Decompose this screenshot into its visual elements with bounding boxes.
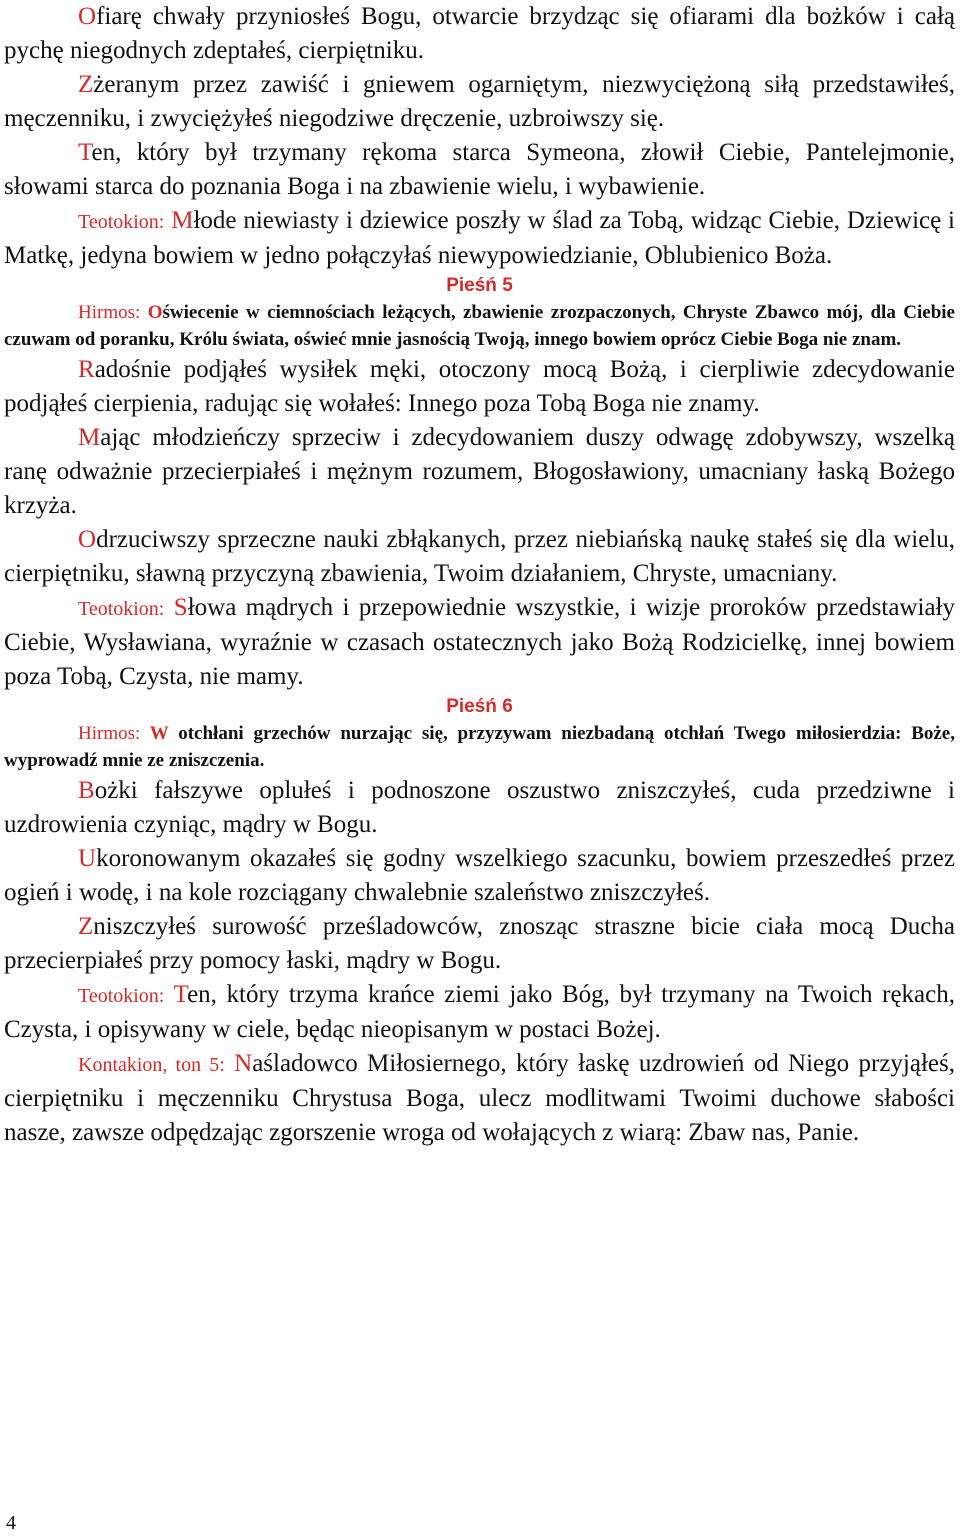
initial-letter: Z	[78, 913, 94, 940]
troparion-text: fiarę chwały przyniosłeś Bogu, otwarcie brzydząc się ofiarami dla bożków i całą pychę niegodnych zdeptałeś, cierpiętniku.	[4, 3, 955, 64]
initial-letter: O	[78, 526, 97, 553]
kontakion-text: aśladowco Miłosiernego, który łaskę uzdrowień od Niego przyjąłeś, cierpiętniku i męczenniku Chrystusa Boga, ulecz modlitwami Twoimi duchowe słabości nasze, zawsze odpędzając zgorszenie wroga od wołających z wiarą: Zbaw nas, Panie.	[4, 1050, 955, 1146]
troparion-text: drzuciwszy sprzeczne nauki zbłąkanych, przez niebiańską naukę stałeś się dla wielu, cierpiętniku, sławną przyczyną zbawienia, Twoim działaniem, Chryste, umacniany.	[4, 526, 955, 587]
hirmos-ode-5	[4, 299, 955, 353]
troparion-8	[4, 842, 955, 910]
initial-letter: O	[147, 302, 163, 323]
initial-letter: W	[149, 723, 169, 744]
troparion-6	[4, 523, 955, 591]
theotokion-3	[4, 978, 955, 1047]
initial-letter: R	[78, 356, 95, 383]
hirmos-text: świecenie w ciemnościach leżących, zbawienie zrozpaczonych, Chryste Zbawco mój, dla Ciebie czuwam od poranku, Królu świata, oświeć mnie jasnością Twoją, innego bowiem oprócz Ciebie Boga nie znam.	[4, 302, 955, 350]
troparion-3	[4, 136, 955, 204]
kontakion	[4, 1047, 955, 1150]
troparion-text: niszczyłeś surowość prześladowców, znosząc straszne bicie ciała mocą Ducha przecierpiałeś przy pomocy łaski, mądry w Bogu.	[4, 913, 955, 974]
troparion-text: ając młodzieńczy sprzeciw i zdecydowaniem duszy odwagę zdobywszy, wszelką ranę odważnie przecierpiałeś i mężnym rozumem, Błogosławiony, umacniany łaską Bożego krzyża.	[4, 424, 955, 519]
initial-letter: T	[173, 981, 188, 1008]
hirmos-ode-6	[4, 720, 955, 774]
initial-letter: U	[78, 845, 97, 872]
initial-letter: Z	[78, 71, 94, 98]
initial-letter: T	[78, 139, 92, 166]
troparion-5	[4, 421, 955, 523]
troparion-text: en, który był trzymany rękoma starca Symeona, złowił Ciebie, Pantelejmonie, słowami starca do poznania Boga i na zbawienie wielu, i wybawienie.	[4, 139, 955, 200]
hirmos-text: otchłani grzechów nurzając się, przyzywam niezbadaną otchłań Twego miłosierdzia: Boże, wyprowadź mnie ze zniszczenia.	[4, 723, 955, 771]
initial-letter: B	[78, 777, 95, 804]
ode-6-title: Pieśń 6	[446, 696, 513, 717]
theotokion-2	[4, 591, 955, 694]
theotokion-text: łode niewiasty i dziewice poszły w ślad za Tobą, widząc Ciebie, Dziewicę i Matkę, jedyna bowiem w jedno połączyłaś niewypowiedzianie, Oblubienico Boża.	[4, 207, 956, 269]
troparion-7	[4, 774, 955, 842]
troparion-text: żeranym przez zawiść i gniewem ogarniętym, niezwyciężoną siłą przedstawiłeś, męczenniku, i zwyciężyłeś niegodziwe dręczenie, uzbroiwszy się.	[4, 71, 955, 132]
troparion-text: koronowanym okazałeś się godny wszelkiego szacunku, bowiem przeszedłeś przez ogień i wodę, i na kole rozciągany chwalebnie szaleństwo zniszczyłeś.	[4, 845, 955, 906]
page-number: 4	[6, 1512, 16, 1534]
initial-letter: M	[171, 207, 194, 234]
troparion-9	[4, 910, 955, 978]
hirmos-label: Hirmos:	[78, 302, 141, 323]
initial-letter: M	[78, 424, 101, 451]
initial-letter: N	[234, 1050, 253, 1077]
initial-letter: O	[78, 3, 97, 30]
initial-letter: S	[173, 594, 188, 621]
theotokion-text: en, który trzyma krańce ziemi jako Bóg, był trzymany na Twoich rękach, Czysta, i opisywany w ciele, będąc nieopisanym w postaci Bożej.	[4, 981, 955, 1043]
hirmos-label: Hirmos:	[78, 723, 141, 744]
troparion-4	[4, 353, 955, 421]
theotokion-1	[4, 204, 955, 273]
troparion-text: ożki fałszywe oplułeś i podnoszone oszustwo zniszczyłeś, cuda przedziwne i uzdrowienia czyniąc, mądry w Bogu.	[4, 777, 955, 838]
theotokion-label: Teotokion:	[78, 211, 165, 233]
kontakion-label: Kontakion, ton 5:	[78, 1054, 225, 1076]
theotokion-text: łowa mądrych i przepowiednie wszystkie, i wizje proroków przedstawiały Ciebie, Wysławiana, wyraźnie w czasach ostatecznych jako Bożą Rodzicielkę, innej bowiem poza Tobą, Czysta, nie mamy.	[4, 594, 955, 690]
ode-5-title: Pieśń 5	[446, 275, 513, 296]
troparion-text: adośnie podjąłeś wysiłek męki, otoczony mocą Bożą, i cierpliwie zdecydowanie podjąłeś cierpienia, radując się wołałeś: Innego poza Tobą Boga nie znamy.	[4, 356, 955, 417]
troparion-2	[4, 68, 955, 136]
theotokion-label: Teotokion:	[78, 985, 165, 1007]
troparion-1	[4, 0, 955, 68]
theotokion-label: Teotokion:	[78, 598, 165, 620]
